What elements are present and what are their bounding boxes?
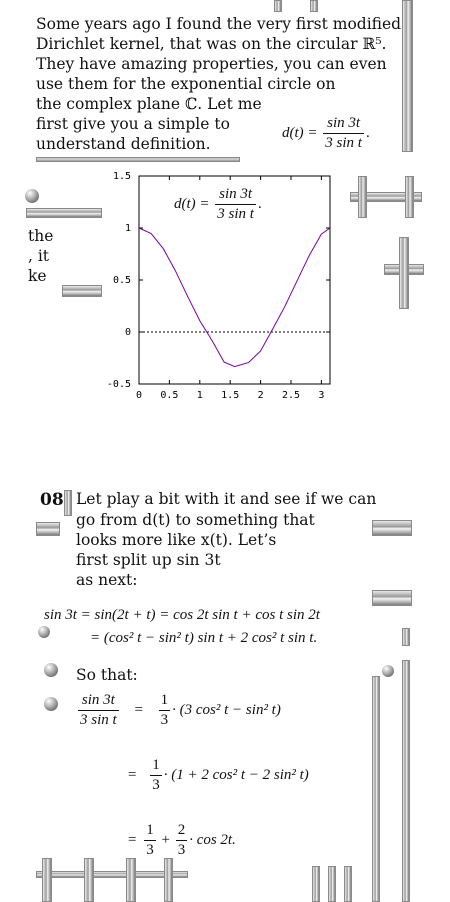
equation-step-2 <box>128 757 309 794</box>
so-that-label: So that: <box>76 666 138 684</box>
equals-sign: = <box>128 766 137 783</box>
section-line: as next: <box>76 571 138 589</box>
chart-annotation: d(t) = $\frac{\sin 3t}{\text{3 sin t}}$ . <box>174 186 262 222</box>
decor-ball <box>44 663 58 677</box>
intro-line: use them for the exponential circle on <box>36 75 336 93</box>
decor-vertical-bar <box>344 866 352 902</box>
y-tick-label: 1.5 <box>112 171 131 182</box>
decor-vertical-bar <box>310 0 318 12</box>
decor-cross-shape <box>384 237 422 307</box>
section-line: first split up sin 3t <box>76 551 221 569</box>
x-tick-label: 2 <box>257 390 264 401</box>
x-tick-label: 1.5 <box>221 390 240 401</box>
ratio-denominator: 3 sin t <box>80 712 117 728</box>
fraction-three: 3 <box>177 842 186 858</box>
x-tick-label: 2.5 <box>281 390 301 401</box>
decor-horizontal-bar <box>36 157 240 162</box>
decor-vertical-bar <box>328 866 336 902</box>
equation-ratio <box>76 692 281 729</box>
equation-expansion: sin 3t = sin(2t + t) = cos 2t sin t + cos t sin 2t <box>44 607 320 623</box>
fraction-two: 2 <box>176 822 188 841</box>
equation-expansion-continued: = (cos² t − sin² t) sin t + 2 cos² t sin t. <box>90 630 318 646</box>
intro-line: the complex plane ℂ. Let me <box>36 95 262 113</box>
decor-cross-shape <box>36 858 186 900</box>
y-tick-label: 0 <box>124 327 131 338</box>
section-line: looks more like x(t). Let’s <box>76 531 277 549</box>
one-third-fraction <box>144 822 156 859</box>
step3-rhs: · cos 2t. <box>189 831 236 848</box>
ratio-numerator: sin 3t <box>78 692 119 711</box>
equals-sign: = <box>128 831 137 848</box>
decor-horizontal-bar <box>36 522 60 536</box>
fraction-one: 1 <box>159 692 171 711</box>
equals-sign: = <box>134 701 143 718</box>
ratio-rhs: · (3 cos² t − sin² t) <box>172 701 281 718</box>
fraction-three: 3 <box>160 712 169 728</box>
decor-horizontal-bar <box>26 208 102 218</box>
decor-vertical-bar <box>402 0 413 152</box>
section-line: Let play a bit with it and see if we can <box>76 490 377 508</box>
side-fragment: the <box>28 227 54 245</box>
intro-line: understand definition. <box>36 135 211 153</box>
decor-cross-shape <box>350 176 420 216</box>
side-fragment: ke <box>28 267 47 285</box>
decor-vertical-bar <box>274 0 282 12</box>
plus-sign: + <box>161 831 170 848</box>
fraction-one: 1 <box>150 757 162 776</box>
decor-ball <box>44 697 58 711</box>
annotation-fraction <box>215 186 256 223</box>
decor-ball <box>25 189 39 203</box>
x-tick-label: 3 <box>318 390 325 401</box>
one-third-fraction <box>159 692 171 729</box>
ratio-fraction <box>78 692 119 729</box>
formula-numerator: sin 3t <box>323 115 364 134</box>
intro-line: Dirichlet kernel, that was on the circular ℝ⁵. <box>36 35 387 53</box>
decor-vertical-bar <box>372 676 380 902</box>
decor-vertical-bar <box>402 660 410 902</box>
annotation-denominator: 3 sin t <box>217 206 254 222</box>
equation-step-3 <box>128 822 236 859</box>
decor-vertical-bar <box>402 628 410 646</box>
formula-lhs: d(t) = <box>282 124 318 141</box>
decor-vertical-bar <box>312 866 320 902</box>
x-tick-label: 0.5 <box>160 390 179 401</box>
annotation-numerator: sin 3t <box>215 186 256 205</box>
decor-horizontal-bar <box>372 520 412 536</box>
formula-denominator: 3 sin t <box>325 135 362 151</box>
fraction-three: 3 <box>146 842 154 858</box>
y-tick-label: -0.5 <box>106 379 131 390</box>
fraction-one: 1 <box>144 822 156 841</box>
decor-horizontal-bar <box>372 590 412 606</box>
decor-ball <box>38 626 50 638</box>
line-chart <box>104 168 344 408</box>
side-fragment: , it <box>28 247 50 265</box>
intro-line: Some years ago I found the very first modified <box>36 15 402 33</box>
formula-fraction <box>323 115 364 152</box>
x-tick-label: 0 <box>135 390 143 401</box>
two-thirds-fraction <box>176 822 188 859</box>
fraction-three: 3 <box>152 777 160 793</box>
intro-formula: d(t) = $\frac{\sin 3t}{\text{3 sin t}}$ . <box>282 115 370 151</box>
x-tick-label: 1 <box>196 390 203 401</box>
y-tick-label: 0.5 <box>112 275 131 286</box>
one-third-fraction <box>150 757 162 794</box>
intro-line: first give you a simple to <box>36 115 230 133</box>
step2-rhs: · (1 + 2 cos² t − 2 sin² t) <box>163 766 309 783</box>
section-line: go from d(t) to something that <box>76 511 315 529</box>
section-number: 08 <box>40 490 64 510</box>
intro-line: They have amazing properties, you can even <box>36 55 387 73</box>
decor-ball <box>382 665 394 677</box>
y-tick-label: 1 <box>124 223 131 234</box>
annotation-lhs: d(t) = <box>174 195 210 212</box>
section-marker-bar <box>64 490 72 516</box>
decor-horizontal-bar <box>62 285 102 297</box>
